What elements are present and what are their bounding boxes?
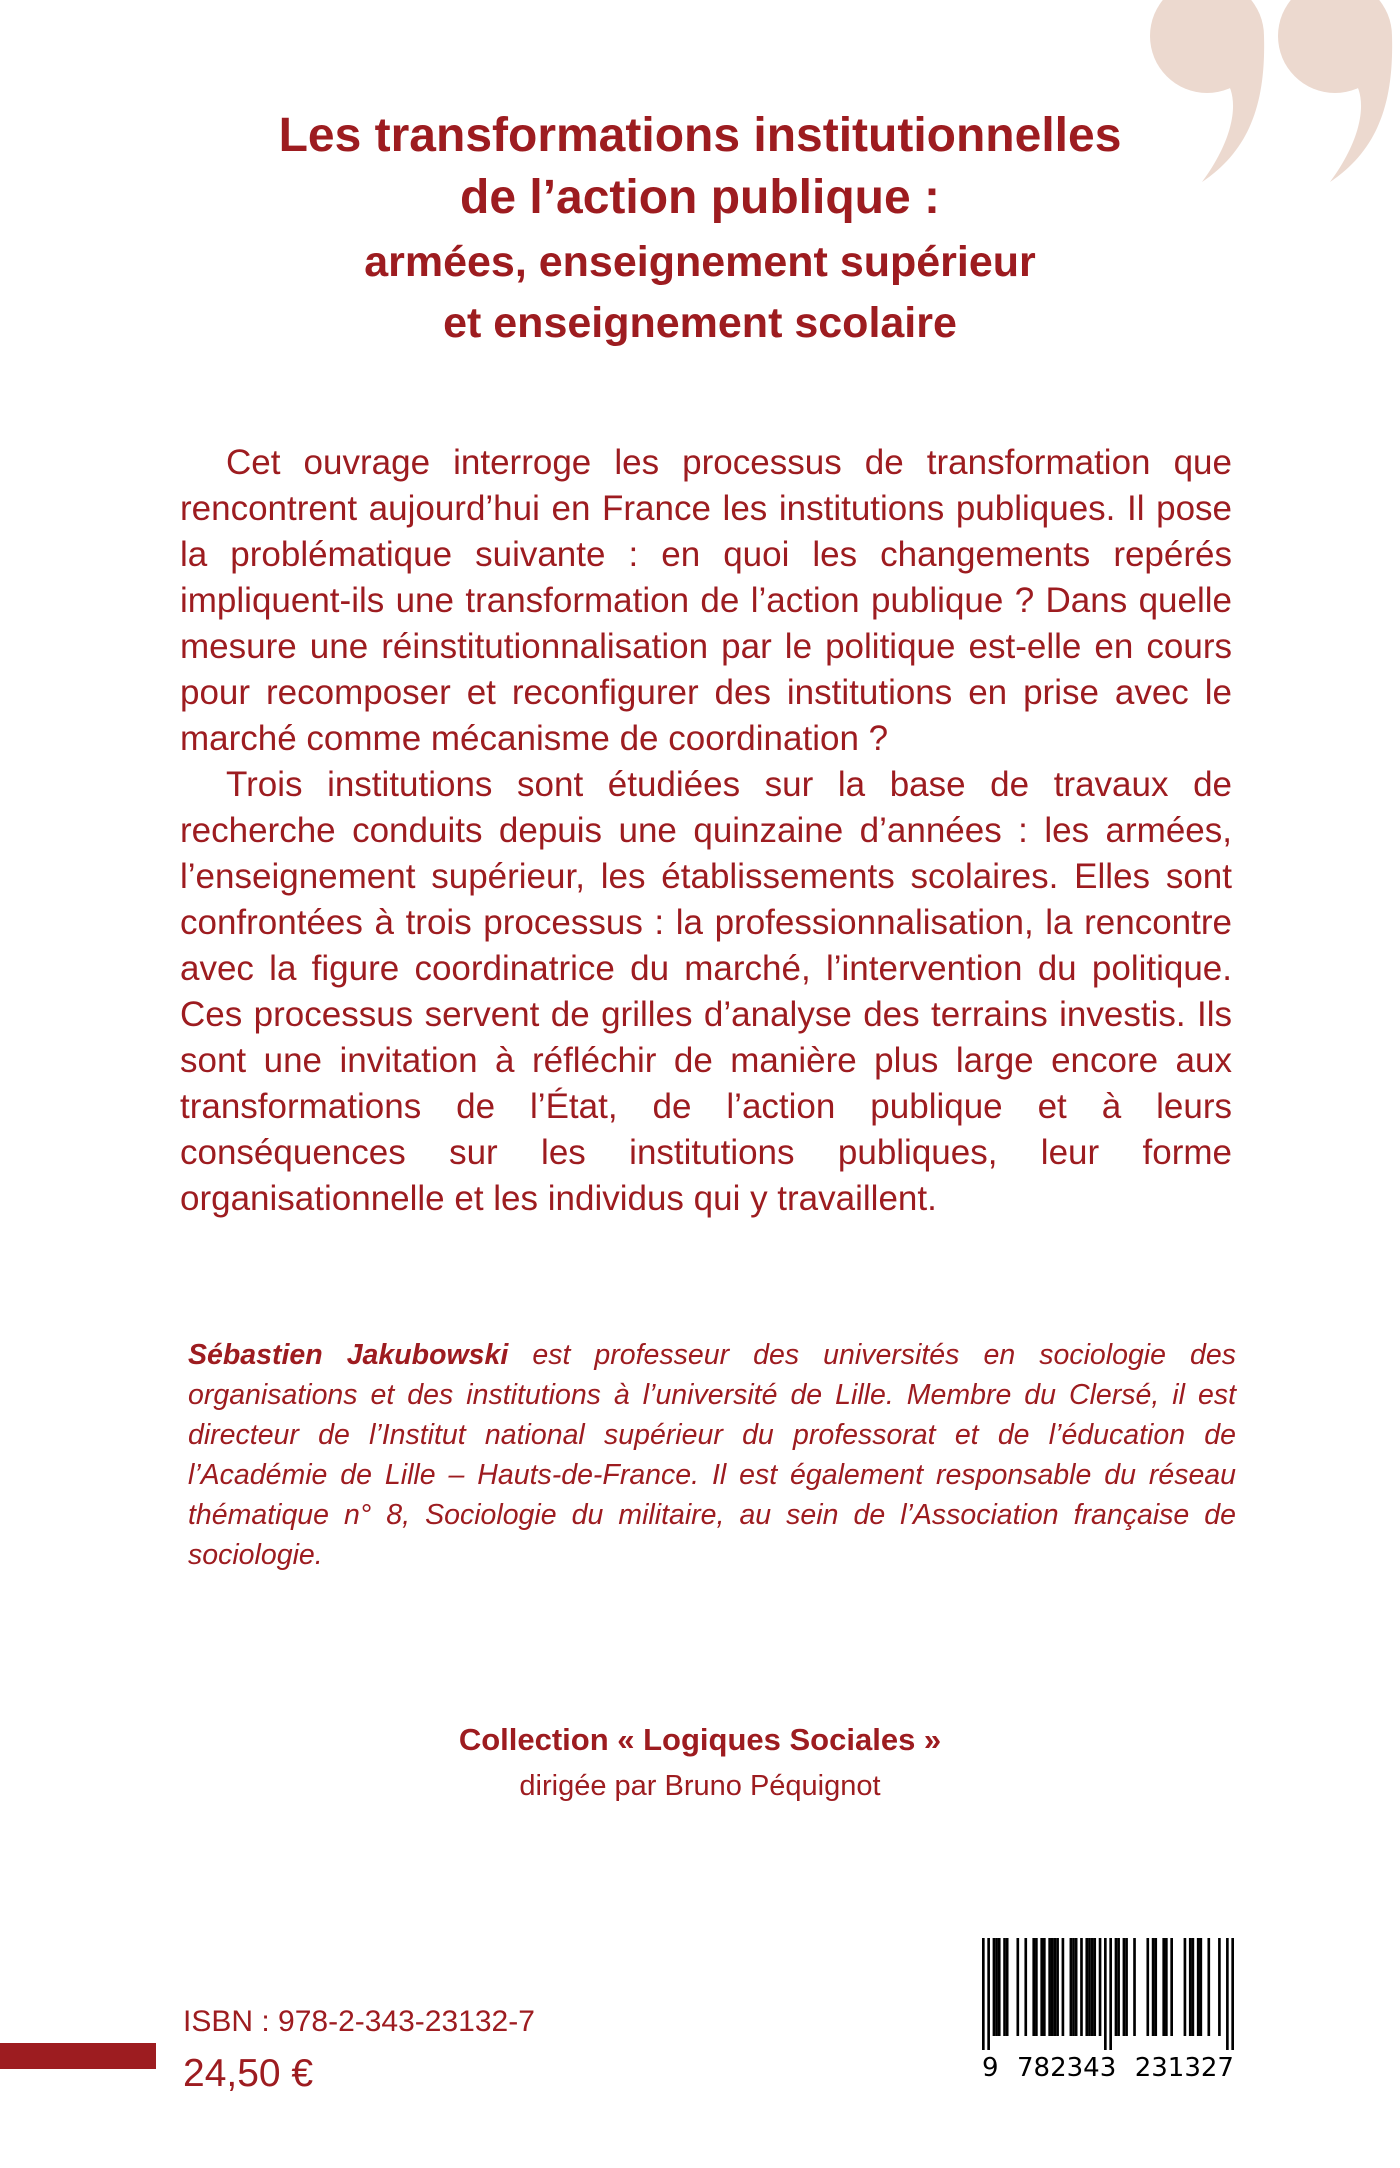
barcode	[982, 1938, 1234, 2083]
author-bio-paragraph	[188, 1335, 1236, 1575]
synopsis	[180, 440, 1232, 1222]
book-subtitle-line1: armées, enseignement supérieur	[364, 237, 1036, 286]
author-name: Sébastien Jakubowski	[188, 1339, 509, 1371]
barcode-bars	[982, 1938, 1234, 2050]
book-title-block	[175, 105, 1225, 351]
book-subtitle-line2: et enseignement scolaire	[443, 298, 957, 347]
book-title-line2: de l’action publique :	[460, 171, 940, 225]
spine-accent-bar	[0, 2043, 156, 2069]
collection-director: dirigée par Bruno Péquignot	[519, 1770, 881, 1802]
collection-name: Collection « Logiques Sociales »	[458, 1722, 942, 1757]
price-text: 24,50 €	[183, 2052, 314, 2095]
book-title-line1: Les transformations institutionnelles	[278, 109, 1122, 162]
barcode-number: 9 782343 231327	[982, 2053, 1234, 2083]
author-bio	[188, 1335, 1236, 1575]
synopsis-paragraph-1: Cet ouvrage interroge les processus de transformation que rencontrent aujourd’hui en France les institutions publiques. Il pose la problématique suivante : en quoi les changements repérés impliquent-ils une transformation de l’action publique ? Dans quelle mesure une réinstitutionnalisation par le politique est-elle en cours pour recomposer et reconfigurer des institutions en prise avec le marché comme mécanisme de coordination ?	[180, 443, 1232, 758]
synopsis-paragraph-2: Trois institutions sont étudiées sur la base de travaux de recherche conduits depuis une quinzaine d’années : les armées, l’enseignement supérieur, les établissements scolaires. Elles sont confrontées à trois processus : la professionnalisation, la rencontre avec la figure coordinatrice du marché, l’intervention du politique. Ces processus servent de grilles d’analyse des terrains investis. Ils sont une invitation à réfléchir de manière plus large encore aux transformations de l’État, de l’action publique et à leurs conséquences sur les institutions publiques, leur forme organisationnelle et les individus qui y travaillent.	[180, 765, 1232, 1218]
isbn-text: ISBN : 978-2-343-23132-7	[183, 2005, 535, 2038]
author-bio-text: est professeur des universités en sociologie des organisations et des institutions à l’université de Lille. Membre du Clersé, il est directeur de l’Institut national supérieur du professorat et de l’éducation de l’Académie de Lille – Hauts-de-France. Il est également responsable du réseau thématique n° 8, Sociologie du militaire, au sein de l’Association française de sociologie.	[188, 1339, 1237, 1571]
collection-block	[0, 1722, 1400, 1803]
quote-comma-right	[1278, 0, 1392, 182]
